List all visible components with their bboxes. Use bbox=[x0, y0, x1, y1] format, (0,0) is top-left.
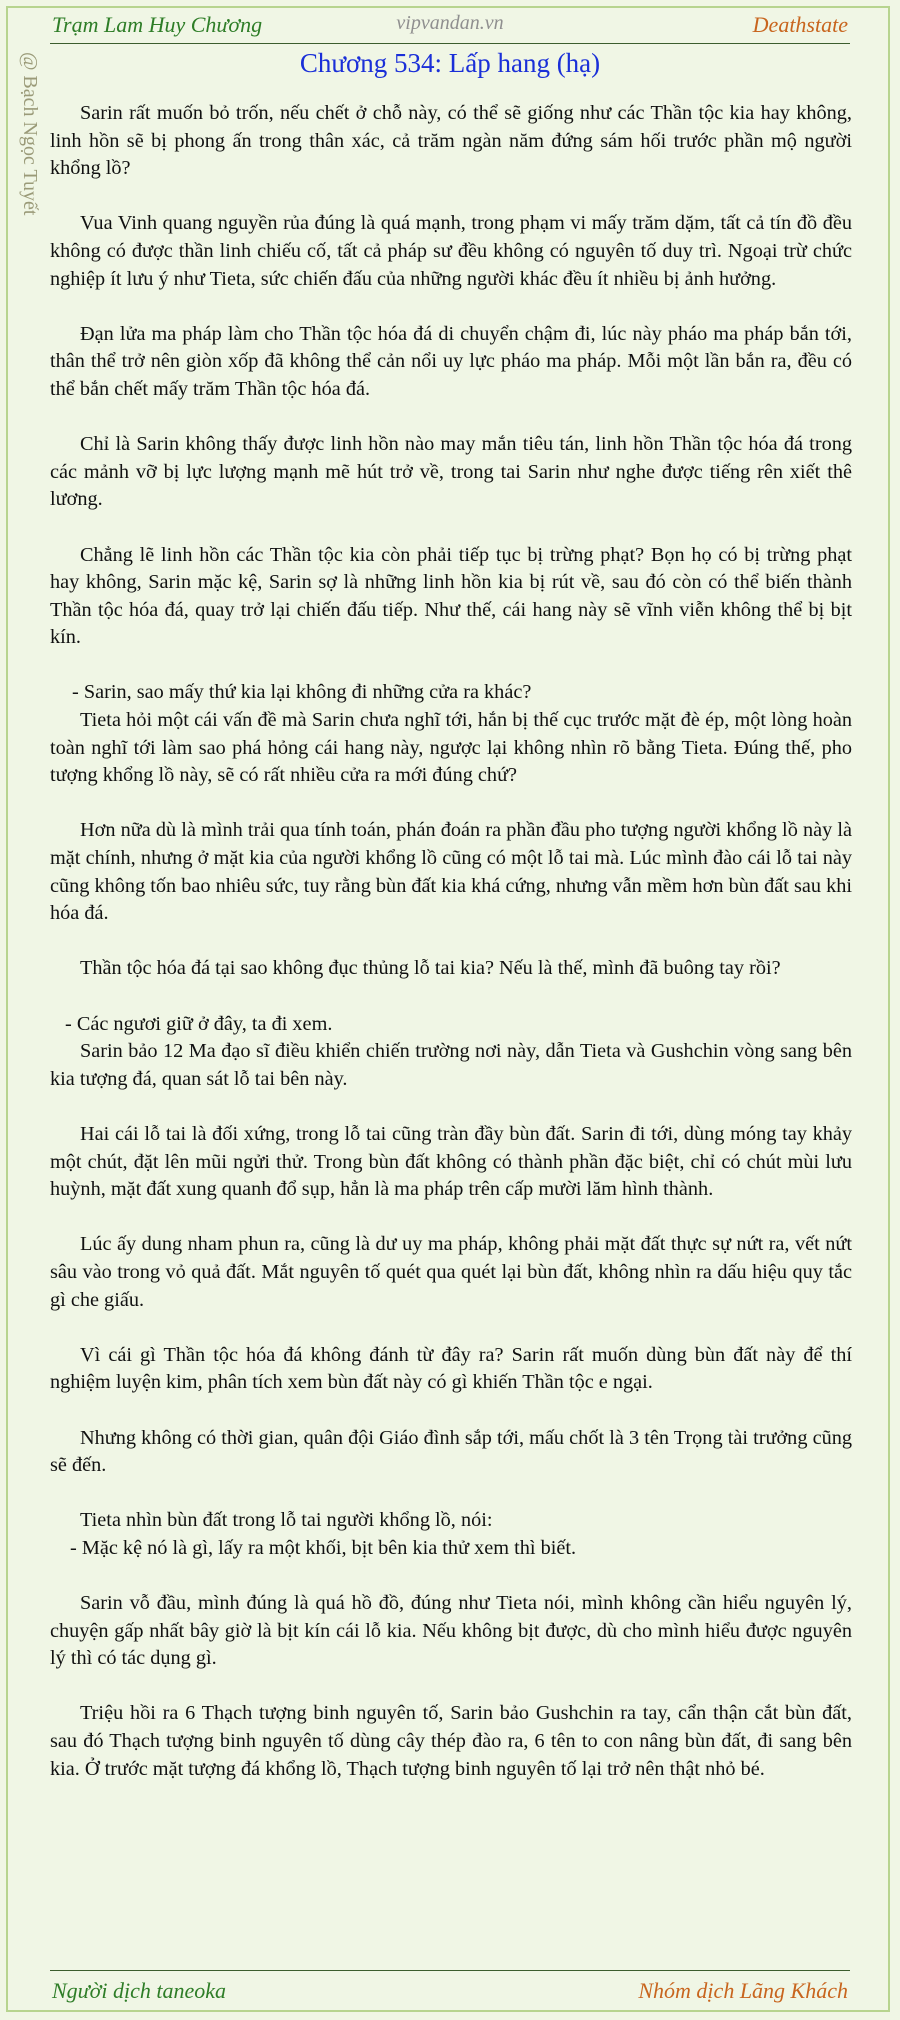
paragraph: Hai cái lỗ tai là đối xứng, trong lỗ tai cũng tràn đầy bùn đất. Sarin đi tới, dùng móng tay khảy một chút, đặt lên mũi ngửi thử. Trong bùn đất không có thành phần đặc biệt, chỉ có chút mùi lưu huỳnh, mặt đất xung quanh đổ sụp, hẳn là ma pháp trên cấp mười lăm hình thành. bbox=[50, 1122, 852, 1201]
site-url[interactable]: vipvandan.vn bbox=[396, 12, 504, 34]
paragraph: Triệu hồi ra 6 Thạch tượng binh nguyên tố, Sarin bảo Gushchin ra tay, cẩn thận cắt bùn đất, sau đó Thạch tượng binh nguyên tố dùng cây thép đào ra, 6 tên to con nâng bùn đất, đi sang bên kia. Ở trước mặt tượng đá khổng lồ, Thạch tượng binh nguyên tố lại trở nên thật nhỏ bé. bbox=[50, 1702, 852, 1780]
paragraph: Sarin bảo 12 Ma đạo sĩ điều khiển chiến trường nơi này, dẫn Tieta và Gushchin vòng sang bên kia tượng đá, quan sát lỗ tai bên này. bbox=[50, 1040, 852, 1090]
chapter-title: Chương 534: Lấp hang (hạ) bbox=[299, 48, 601, 78]
paragraph: Thần tộc hóa đá tại sao không đục thủng lỗ tai kia? Nếu là thế, mình đã buông tay rồi? bbox=[80, 957, 781, 980]
group-credit: Nhóm dịch Lãng Khách bbox=[638, 1978, 848, 2003]
paragraph: Đạn lửa ma pháp làm cho Thần tộc hóa đá di chuyển chậm đi, lúc này pháo ma pháp bắn tới, thân thể trở nên giòn xốp đã không thể cản nổi uy lực pháo ma pháp. Mỗi một lần bắn ra, đều có thể bắn chết mấy trăm Thần tộc hóa đá. bbox=[50, 322, 852, 400]
header-rule bbox=[50, 43, 850, 44]
chapter-body bbox=[50, 100, 852, 1811]
paragraph: Nhưng không có thời gian, quân đội Giáo đình sắp tới, mấu chốt là 3 tên Trọng tài trưởng cũng sẽ đến. bbox=[50, 1426, 852, 1477]
author-name: Deathstate bbox=[752, 12, 848, 37]
page-header bbox=[50, 8, 850, 42]
paragraph: Chẳng lẽ linh hồn các Thần tộc kia còn phải tiếp tục bị trừng phạt? Bọn họ có bị trừng phạt hay không, Sarin mặc kệ, Sarin sợ là những linh hồn kia bị rút về, sau đó còn có thể biến thành Thần tộc hóa đá, quay trở lại chiến đấu tiếp. Như thế, cái hang này sẽ vĩnh viễn không thể bị bịt kín. bbox=[50, 543, 852, 649]
side-watermark: @ Bạch Ngọc Tuyết bbox=[19, 52, 41, 216]
paragraph: Chỉ là Sarin không thấy được linh hồn nào may mắn tiêu tán, linh hồn Thần tộc hóa đá trong các mảnh vỡ bị lực lượng mạnh mẽ hút trở về, trong tai Sarin như nghe được tiếng rên xiết thê lương. bbox=[50, 433, 852, 511]
dialogue-line: - Các ngươi giữ ở đây, ta đi xem. bbox=[65, 1012, 333, 1035]
paragraph: Sarin vỗ đầu, mình đúng là quá hồ đồ, đúng như Tieta nói, mình không cần hiểu nguyên lý, chuyện gấp nhất bây giờ là bịt kín cái lỗ kia. Nếu không bịt được, dù cho mình hiểu được nguyên lý thì có tác dụng gì. bbox=[50, 1592, 852, 1670]
page-footer bbox=[50, 1978, 850, 2008]
dialogue-line: - Sarin, sao mấy thứ kia lại không đi những cửa ra khác? bbox=[72, 681, 532, 704]
paragraph: Tieta hỏi một cái vấn đề mà Sarin chưa nghĩ tới, hắn bị thế cục trước mặt đè ép, một lòng hoàn toàn nghĩ tới làm sao phá hỏng cái hang này, ngược lại không nhìn rõ bằng Tieta. Đúng thế, pho tượng khổng lồ này, sẽ có rất nhiều cửa ra mới đúng chứ? bbox=[50, 709, 852, 787]
translator-credit: Người dịch taneoka bbox=[52, 1978, 227, 2003]
paragraph: Hơn nữa dù là mình trải qua tính toán, phán đoán ra phần đầu pho tượng người khổng lồ này là mặt chính, nhưng ở mặt kia của người khổng lồ cũng có một lỗ tai mà. Lúc mình đào cái lỗ tai này cũng không tốn bao nhiêu sức, tuy rằng bùn đất kia khá cứng, nhưng vẫn mềm hơn bùn đất sau khi hóa đá. bbox=[50, 819, 852, 925]
paragraph: Lúc ấy dung nham phun ra, cũng là dư uy ma pháp, không phải mặt đất thực sự nứt ra, vết nứt sâu vào trong vỏ quả đất. Mắt nguyên tố quét qua quét lại bùn đất, không nhìn ra dấu hiệu quy tắc gì che giấu. bbox=[50, 1233, 852, 1311]
dialogue-line: - Mặc kệ nó là gì, lấy ra một khối, bịt bên kia thử xem thì biết. bbox=[70, 1536, 577, 1559]
paragraph: Tieta nhìn bùn đất trong lỗ tai người khổng lồ, nói: bbox=[80, 1509, 493, 1532]
footer-rule bbox=[50, 1970, 850, 1971]
paragraph: Vua Vinh quang nguyền rủa đúng là quá mạnh, trong phạm vi mấy trăm dặm, tất cả tín đồ đều không có được thần linh chiếu cố, tất cả pháp sư đều không có nguyên tố duy trì. Ngoại trừ chức nghiệp ít lưu ý như Tieta, sức chiến đấu của những người khác đều ít nhiều bị ảnh hưởng. bbox=[50, 212, 852, 290]
paragraph: Vì cái gì Thần tộc hóa đá không đánh từ đây ra? Sarin rất muốn dùng bùn đất này để thí nghiệm luyện kim, phân tích xem bùn đất này có gì khiến Thần tộc e ngại. bbox=[50, 1343, 852, 1394]
paragraph: Sarin rất muốn bỏ trốn, nếu chết ở chỗ này, có thể sẽ giống như các Thần tộc kia hay không, linh hồn sẽ bị phong ấn trong thân xác, cả trăm ngàn năm đứng sám hối trước phần mộ người khổng lồ? bbox=[50, 102, 852, 180]
site-name: Trạm Lam Huy Chương bbox=[52, 12, 263, 37]
